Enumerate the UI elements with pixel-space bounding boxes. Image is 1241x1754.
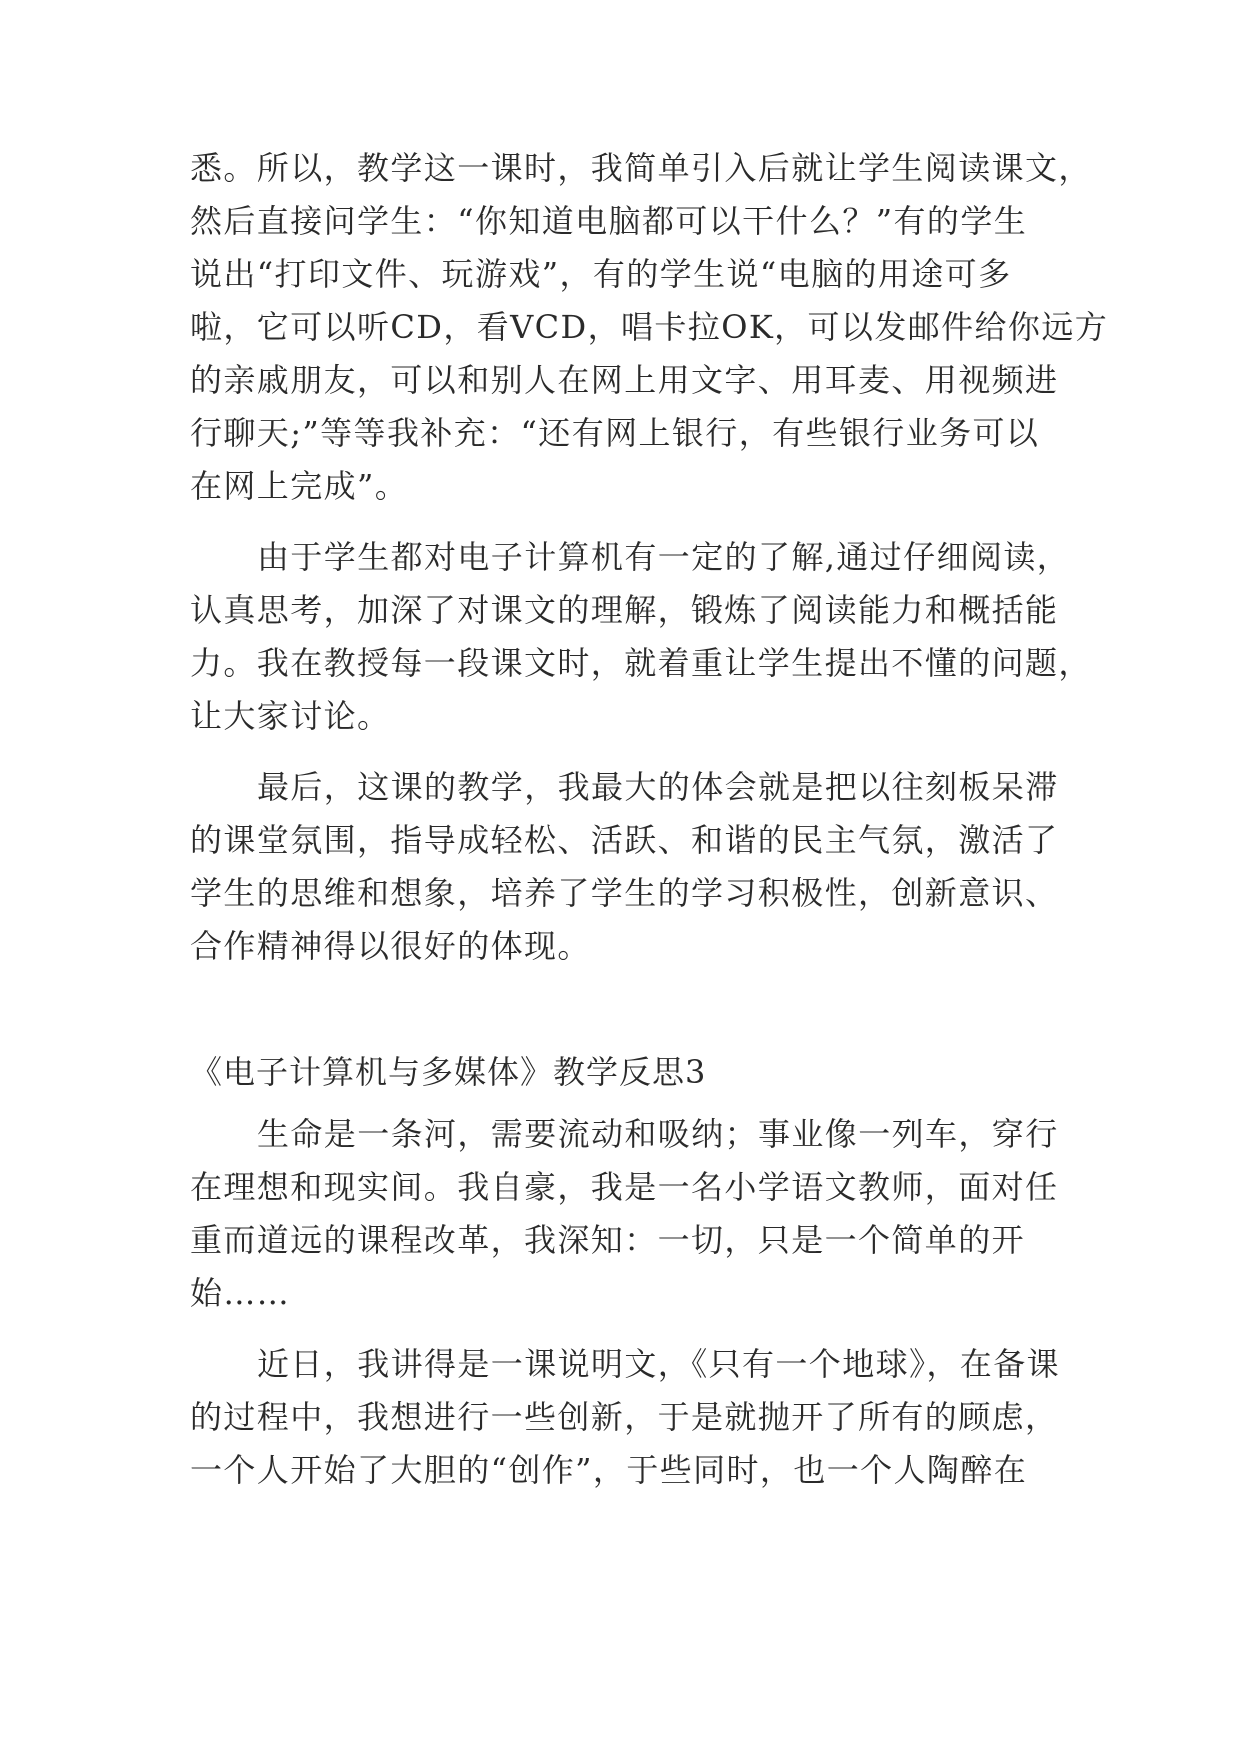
body-text-line: 近日，我讲得是一课说明文，《只有一个地球》，在备课 [257,1345,1061,1383]
body-text-line: 在网上完成”。 [190,467,409,505]
body-text-line: 的亲戚朋友，可以和别人在网上用文字、用耳麦、用视频进 [190,361,1059,399]
body-text-line: 啦，它可以听CD，看VCD，唱卡拉OK，可以发邮件给你远方 [190,308,1109,346]
body-text-line: 悉。所以，教学这一课时，我简单引入后就让学生阅读课文， [190,149,1092,187]
body-text-line: 在理想和现实间。我自豪，我是一名小学语文教师，面对任 [190,1168,1059,1206]
body-text-line: 重而道远的课程改革，我深知：一切，只是一个简单的开 [190,1221,1026,1259]
body-text-line: 然后直接问学生：“你知道电脑都可以干什么？”有的学生 [190,202,1028,240]
body-text-line: 行聊天;”等等我补充：“还有网上银行，有些银行业务可以 [190,414,1040,452]
body-text-line: 一个人开始了大胆的“创作”，于些同时，也一个人陶醉在 [190,1451,1028,1489]
body-text-line: 最后，这课的教学，我最大的体会就是把以往刻板呆滞 [257,768,1059,806]
body-text-line: 学生的思维和想象，培养了学生的学习积极性，创新意识、 [190,874,1059,912]
section-title: 《电子计算机与多媒体》教学反思3 [190,1053,707,1091]
body-text-line: 合作精神得以很好的体现。 [190,927,591,965]
body-text-line: 生命是一条河，需要流动和吸纳；事业像一列车，穿行 [257,1115,1059,1153]
body-text-line: 的课堂氛围，指导成轻松、活跃、和谐的民主气氛，激活了 [190,821,1059,859]
body-text-line: 的过程中，我想进行一些创新，于是就抛开了所有的顾虑， [190,1398,1059,1436]
body-text-line: 认真思考，加深了对课文的理解，锻炼了阅读能力和概括能 [190,591,1059,629]
body-text-line: 让大家讨论。 [190,697,391,735]
body-text-line: 由于学生都对电子计算机有一定的了解,通过仔细阅读， [257,538,1071,576]
body-text-line: 始…… [190,1274,291,1312]
body-text-line: 力。我在教授每一段课文时，就着重让学生提出不懂的问题， [190,644,1092,682]
body-text-line: 说出“打印文件、玩游戏”，有的学生说“电脑的用途可多 [190,255,1012,293]
